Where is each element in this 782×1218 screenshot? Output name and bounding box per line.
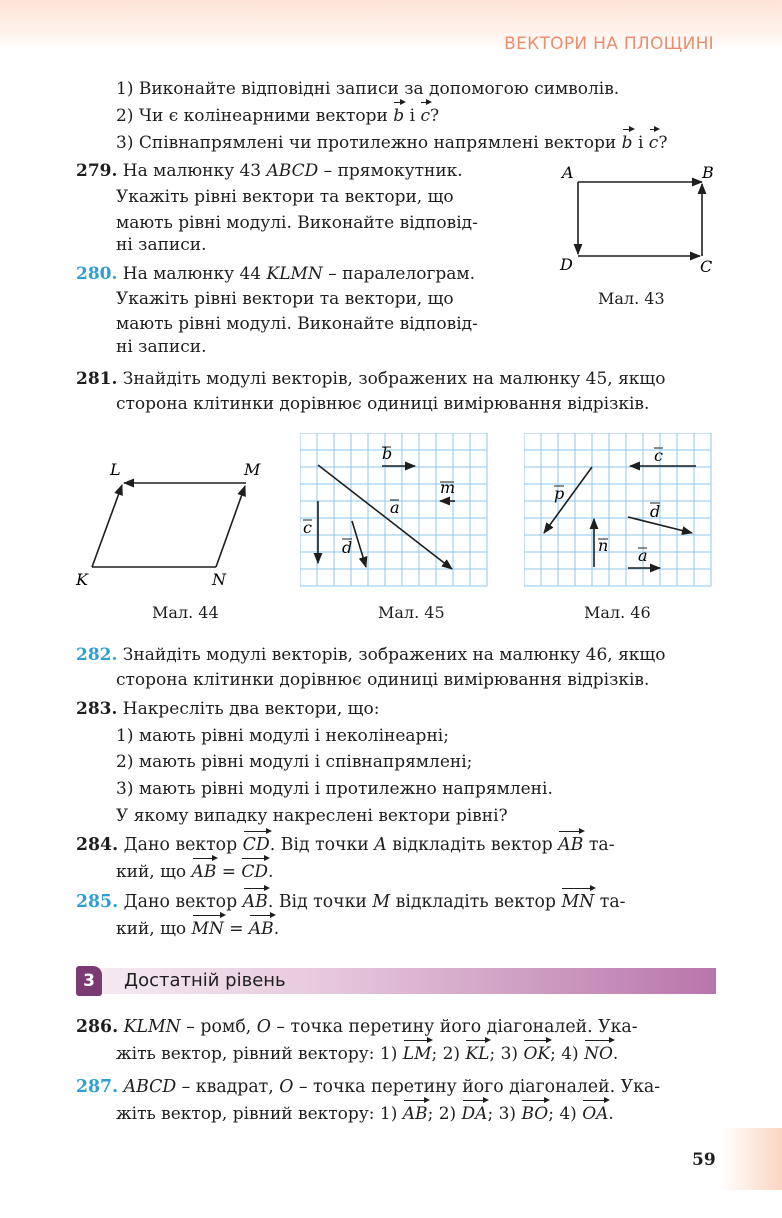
- point-name: O: [279, 1077, 294, 1097]
- vector-CD: CD: [243, 832, 270, 858]
- text: ; 3): [489, 1044, 524, 1064]
- p281-line2: сторона клітинки дорівнює одиниці вимірювання відрізків.: [116, 394, 650, 414]
- caption-fig46: Мал. 46: [584, 603, 651, 622]
- problem-number: 284.: [76, 835, 119, 855]
- vector-LM: LM: [403, 1041, 432, 1067]
- text: ; 4): [548, 1104, 583, 1124]
- text: кий, що: [116, 862, 192, 882]
- text: і: [632, 133, 649, 153]
- text: – прямокутник.: [318, 161, 463, 181]
- label-N: N: [212, 570, 226, 589]
- vector-NO: NO: [584, 1041, 613, 1067]
- problem-number: 285.: [76, 892, 119, 912]
- label-c: c: [654, 446, 663, 465]
- label-a: a: [638, 546, 648, 565]
- p282-line2: сторона клітинки дорівнює одиниці вимірювання відрізків.: [116, 670, 650, 690]
- vector-DA: DA: [462, 1101, 488, 1127]
- text: ; 2): [427, 1104, 462, 1124]
- text: Дано вектор: [118, 835, 243, 855]
- point-name: O: [256, 1017, 271, 1037]
- text: – ромб,: [180, 1017, 257, 1037]
- label-d: d: [342, 538, 353, 557]
- vector-AB: AB: [249, 916, 274, 942]
- page-corner-tab: [720, 1128, 782, 1190]
- label-B: B: [702, 163, 714, 182]
- text: =: [216, 862, 242, 882]
- vector-b: b: [393, 103, 404, 129]
- text: відкладіть вектор: [390, 892, 562, 912]
- text: ; 3): [487, 1104, 522, 1124]
- label-L: L: [110, 460, 121, 479]
- label-n: n: [598, 536, 609, 555]
- p280-line4: ні записи.: [116, 337, 207, 357]
- level-label: Достатній рівень: [124, 970, 286, 991]
- running-head: ВЕКТОРИ НА ПЛОЩИНІ: [504, 34, 714, 54]
- figure-name: KLMN: [123, 1017, 181, 1037]
- caption-fig45: Мал. 45: [378, 603, 445, 622]
- level-badge: 3: [76, 966, 102, 996]
- p287-line1: [76, 1074, 660, 1100]
- figure-43: [556, 160, 726, 280]
- text: . Від точки: [269, 835, 375, 855]
- text: .: [612, 1044, 619, 1064]
- p281-line1: [76, 366, 665, 392]
- vector-d: [352, 521, 366, 567]
- p279-line4: ні записи.: [116, 235, 207, 255]
- text: та-: [594, 892, 626, 912]
- text: ; 2): [431, 1044, 466, 1064]
- label-d: d: [650, 502, 661, 521]
- text: Знайдіть модулі векторів, зображених на малюнку 46, якщо: [117, 645, 666, 665]
- point-name: A: [374, 835, 387, 855]
- vector-c: c: [420, 103, 430, 129]
- text: ?: [429, 106, 440, 126]
- text: .: [273, 919, 280, 939]
- p283-line2: 1) мають рівні модулі і неколінеарні;: [116, 726, 449, 746]
- vector-AB: AB: [192, 859, 217, 885]
- problem-number: 280.: [76, 264, 118, 284]
- text: . Від точки: [267, 892, 373, 912]
- text: і: [404, 106, 421, 126]
- vector-AB: AB: [403, 1101, 428, 1127]
- label-C: C: [700, 257, 713, 276]
- point-name: M: [372, 892, 391, 912]
- p280-line2: Укажіть рівні вектори та вектори, що: [116, 289, 454, 309]
- problem-number: 286.: [76, 1017, 119, 1037]
- text: Накресліть два вектори, що:: [117, 699, 380, 719]
- vector-MN: MN: [192, 916, 224, 942]
- label-K: K: [76, 570, 88, 589]
- vector-BO: BO: [521, 1101, 548, 1127]
- text: відкладіть вектор: [386, 835, 559, 855]
- caption-fig43: Мал. 43: [598, 289, 665, 308]
- label-p: p: [554, 484, 565, 503]
- p286-line2: [116, 1041, 618, 1067]
- text: 3) Співнапрямлені чи протилежно напрямлені вектори: [116, 133, 622, 153]
- p278-line2: [116, 103, 439, 129]
- p278-line1: 1) Виконайте відповідні записи за допомогою символів.: [116, 79, 620, 99]
- problem-number: 281.: [76, 369, 118, 389]
- label-a: a: [390, 498, 400, 517]
- text: жіть вектор, рівний вектору: 1): [116, 1044, 403, 1064]
- figure-44: [70, 455, 280, 595]
- grid: [524, 433, 711, 586]
- p283-line3: 2) мають рівні модулі і співнапрямлені;: [116, 752, 473, 772]
- p283-line4: 3) мають рівні модулі і протилежно напрямлені.: [116, 779, 553, 799]
- problem-number: 287.: [76, 1077, 119, 1097]
- label-m: m: [440, 478, 456, 497]
- label-M: M: [244, 460, 261, 479]
- p280-line1: [76, 261, 475, 287]
- text: 2) Чи є колінеарними вектори: [116, 106, 394, 126]
- text: На малюнку 43: [117, 161, 267, 181]
- figure-46: [524, 433, 716, 588]
- problem-number: 279.: [76, 161, 118, 181]
- p279-line3: мають рівні модулі. Виконайте відповід-: [116, 213, 478, 233]
- text: Дано вектор: [118, 892, 243, 912]
- figure-name: ABCD: [266, 161, 319, 181]
- text: – точка перетину його діагоналей. Ука-: [293, 1077, 661, 1097]
- label-c: c: [303, 518, 312, 537]
- label-A: A: [562, 163, 574, 182]
- caption-fig44: Мал. 44: [152, 603, 219, 622]
- text: ; 4): [550, 1044, 585, 1064]
- text: .: [608, 1104, 614, 1124]
- p287-line2: [116, 1101, 614, 1127]
- text: Знайдіть модулі векторів, зображених на малюнку 45, якщо: [117, 369, 666, 389]
- problem-number: 283.: [76, 699, 118, 719]
- text: ?: [658, 133, 668, 153]
- vector-CD: CD: [241, 859, 268, 885]
- p283-line1: [76, 696, 379, 722]
- p279-line2: Укажіть рівні вектори та вектори, що: [116, 187, 454, 207]
- p283-line5: У якому випадку накреслені вектори рівні?: [116, 806, 508, 826]
- text: – квадрат,: [176, 1077, 280, 1097]
- text: =: [223, 919, 249, 939]
- figure-45: [300, 433, 490, 588]
- vector-c: c: [649, 130, 659, 156]
- figure-name: KLMN: [266, 264, 323, 284]
- p285-line1: [76, 889, 626, 915]
- vector-OK: OK: [523, 1041, 550, 1067]
- p280-line3: мають рівні модулі. Виконайте відповід-: [116, 314, 478, 334]
- vector-p: [544, 467, 592, 533]
- text: жіть вектор, рівний вектору: 1): [116, 1104, 403, 1124]
- p278-line3: [116, 130, 667, 156]
- label-b: b: [382, 444, 393, 463]
- vector-MN: MN: [561, 889, 594, 915]
- p284-line1: [76, 832, 615, 858]
- text: .: [268, 862, 274, 882]
- text: – паралелограм.: [322, 264, 476, 284]
- p285-line2: [116, 916, 279, 942]
- page-number: 59: [692, 1150, 716, 1170]
- text: На малюнку 44: [117, 264, 267, 284]
- vector-OA: OA: [582, 1101, 608, 1127]
- figure-name: ABCD: [123, 1077, 177, 1097]
- p279-line1: [76, 158, 463, 184]
- vector-KL: KL: [465, 1041, 489, 1067]
- label-D: D: [560, 255, 573, 274]
- problem-number: 282.: [76, 645, 118, 665]
- p286-line1: [76, 1014, 638, 1040]
- p282-line1: [76, 642, 665, 668]
- text: та-: [583, 835, 615, 855]
- vector-b: b: [622, 130, 633, 156]
- text: – точка перетину його діагоналей. Ука-: [270, 1017, 638, 1037]
- text: кий, що: [116, 919, 192, 939]
- vector-AB: AB: [243, 889, 268, 915]
- p284-line2: [116, 859, 273, 885]
- vector-AB: AB: [558, 832, 583, 858]
